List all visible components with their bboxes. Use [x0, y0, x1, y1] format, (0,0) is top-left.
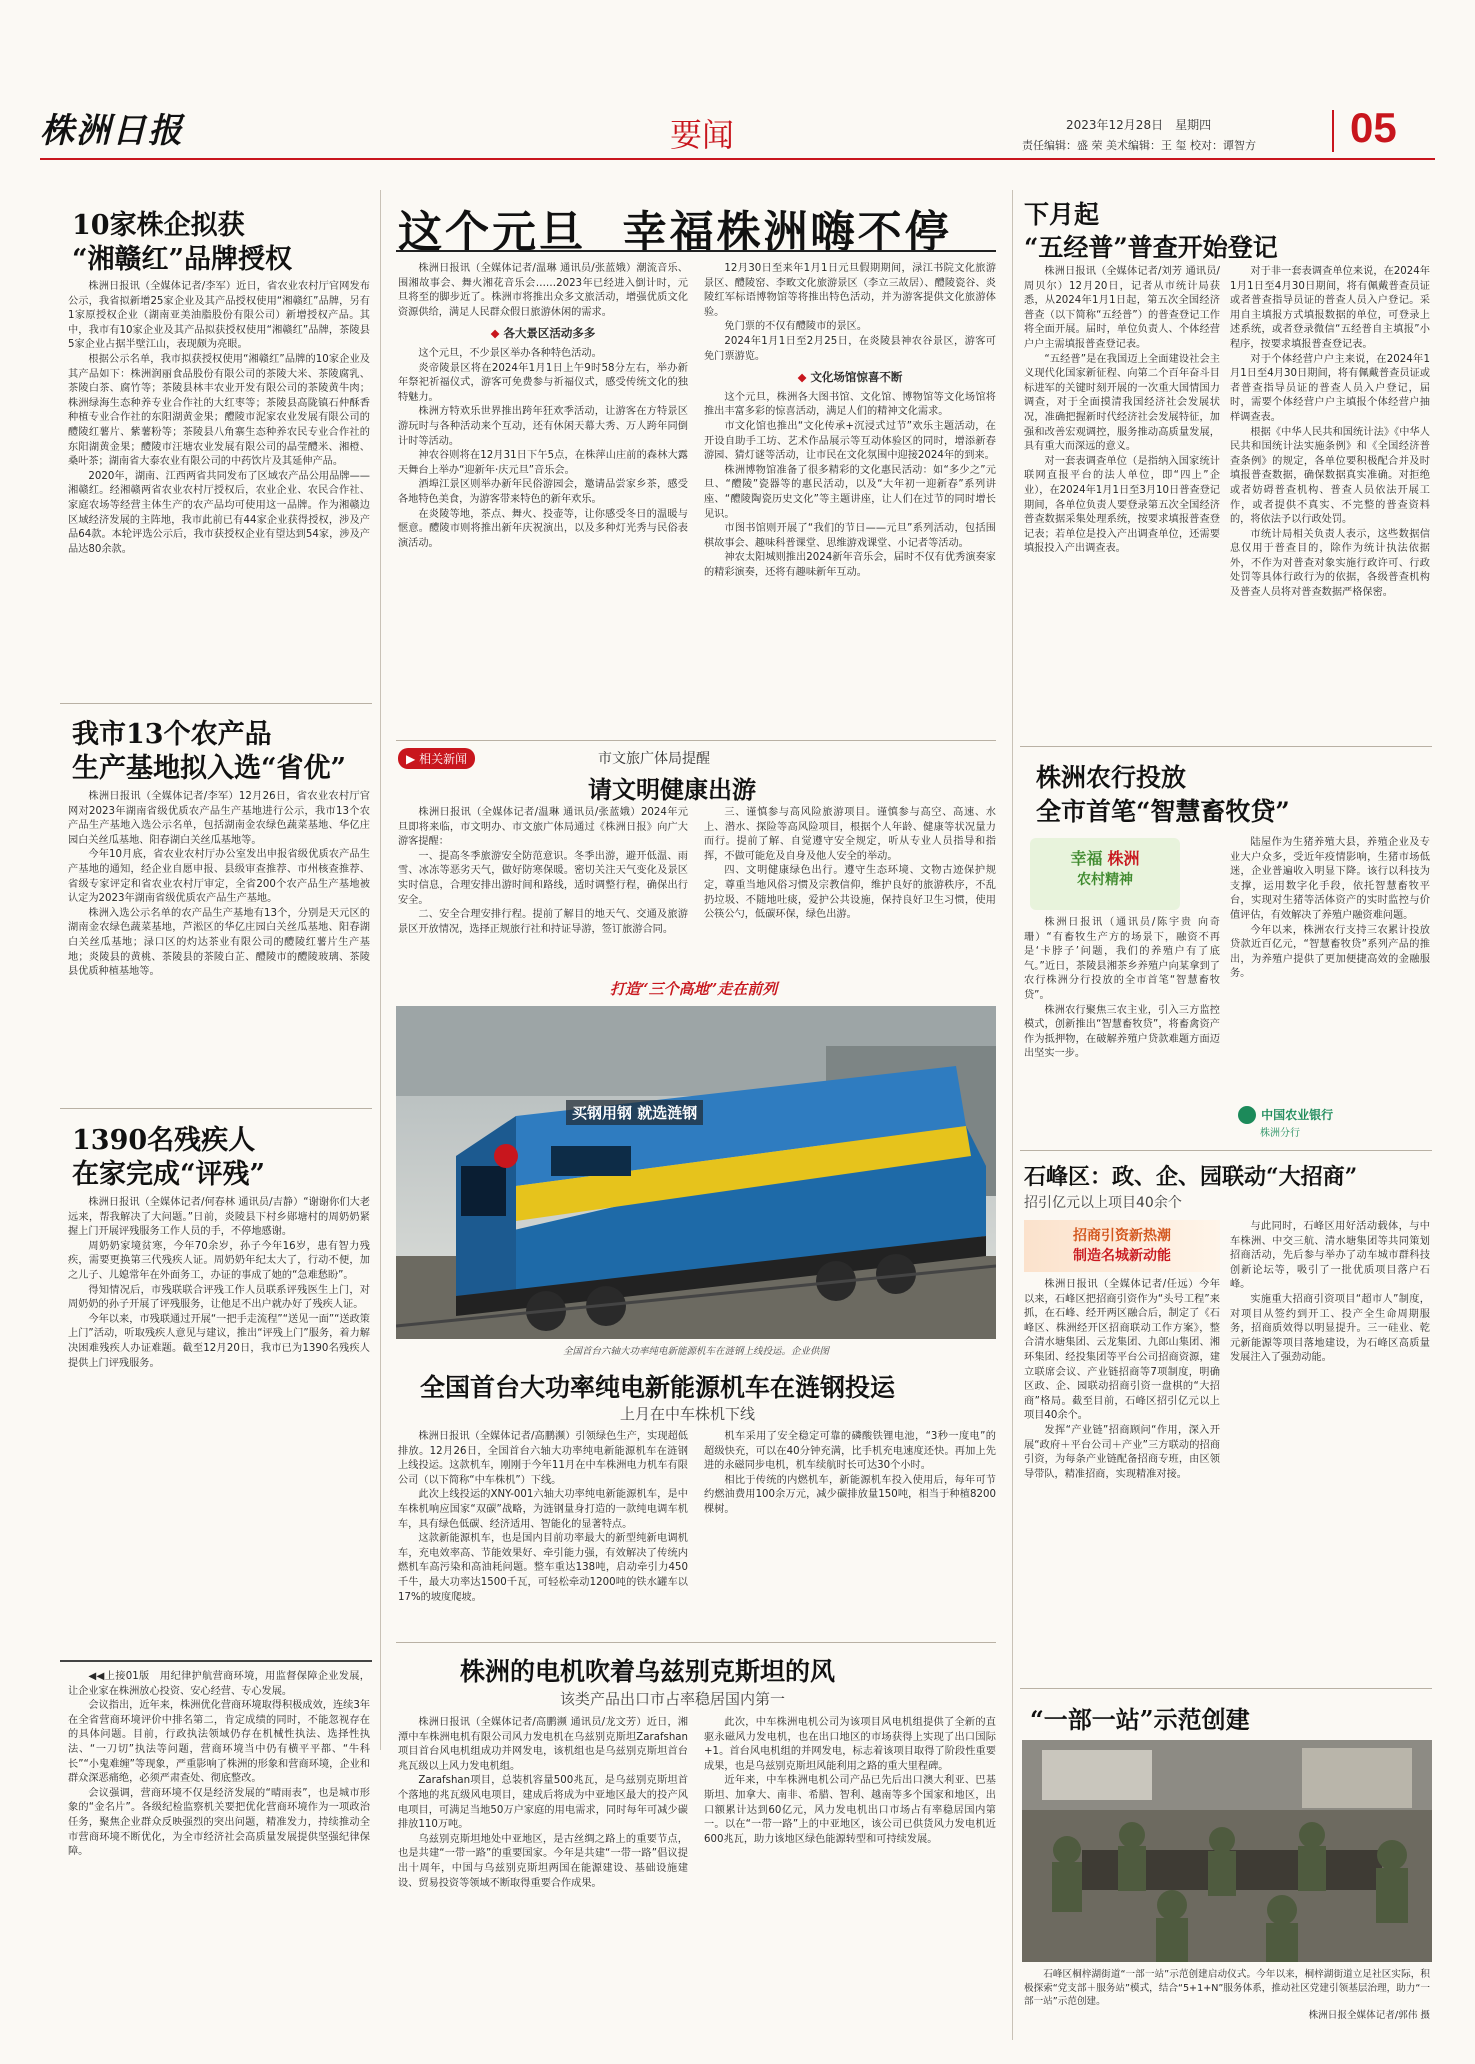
bank-logo-graphic — [1030, 838, 1180, 910]
continued-para: ◀◀上接01版 用纪律护航营商环境，用监督保障企业发展，让企业家在株洲放心投资、安心经营、专心发展。 — [68, 1671, 370, 1697]
train-para: 此次上线投运的XNY-001六轴大功率纯电新能源机车，是中车株机响应国家“双碳”战略，为涟钢量身打造的一款纯电调车机车，具有绿色低碳、经济适用、智能化的显著特点。 — [398, 1489, 688, 1530]
lead-sub1-label: 各大景区活动多多 — [503, 326, 596, 341]
motor-para: 株洲日报讯（全媒体记者/高鹏濒 通讯员/龙文芳）近日，湘潭中车株洲电机有限公司风力发电机在乌兹别克斯坦Zarafshan项目首台风电机组成功并网发电，该机组也是乌兹别克斯坦首台兆瓦级以上风力发电机组。 — [398, 1717, 688, 1772]
train-para: 这款新能源机车，也是国内目前功率最大的新型纯新电调机车，充电效率高、节能效果好、牵引能力强，有效解决了传统内燃机车高污染和高油耗问题。整车重达138吨，启动牵引力450千牛，最大功率达1500千瓦，可轻松牵动1200吨的铁水罐车以17%的坡度爬坡。 — [398, 1533, 688, 1603]
related-news-tag — [398, 748, 475, 769]
train-col2 — [704, 1430, 996, 1518]
locomotive-illustration — [396, 1006, 996, 1339]
divider — [60, 703, 372, 704]
art3-para: 今年以来，市残联通过开展“一把手走流程”“送见一面”“送政策上门”活动，听取残疾人意见与建议，推出“评残上门”服务，着力解决困难残疾人办证难题。截至12月20日，我市已为1390名残疾人提供上门评残服务。 — [68, 1313, 370, 1369]
lead-para: 这个元旦，株洲各大图书馆、文化馆、博物馆等文化场馆将推出丰富多彩的惊喜活动，满足人们的精神文化需求。 — [704, 391, 996, 418]
motor-para: 近年来，中车株洲电机公司产品已先后出口澳大利亚、巴基斯坦、加拿大、南非、希腊、智利、越南等多个国家和地区，出口额累计达到60亿元，风力发电机出口市场占有率稳居国内第一。以在“一带一路”上的中亚地区，该公司已供货风力发电机近600兆瓦，助力该地区绿色能源转型和可持续发展。 — [704, 1775, 996, 1845]
station-headline: “一部一站”示范创建 — [1030, 1705, 1250, 1734]
train-para: 相比于传统的内燃机车，新能源机车投入使用后，每年可节约燃油费用100余万元，减少碳排放量150吨，相当于种植8200棵树。 — [704, 1474, 996, 1515]
shifeng-para: 发挥“产业链”招商顾问“作用，深入开展“政府＋平台公司＋产业”三方联动的招商引资，为每条产业链配备招商专班，由区领导带队，精准招商，实现精准对接。 — [1024, 1424, 1220, 1480]
station-photo — [1022, 1740, 1432, 1962]
art3-para: 周奶奶家境贫寒，今年70余岁，孙子今年16岁，患有智力残疾，需要更换第三代残疾人证。周奶奶年纪太大了，行动不便，加之儿子、儿媳常年在外面务工，办证的事成了她的“急难愁盼”。 — [68, 1240, 370, 1281]
lead-para: 2024年1月1日至2月25日，在炎陵县神农谷景区，游客可免门票游览。 — [704, 335, 996, 362]
bank-logo-text: 农村精神 — [1077, 872, 1133, 888]
divider — [1020, 746, 1432, 747]
column-rule-left — [380, 190, 381, 1750]
lead-para: 酒埠江景区则举办新年民俗游园会，邀请品尝家乡茶，感受各地特色美食，为游客带来特色的新年欢乐。 — [398, 479, 688, 505]
art2-title-line1: 我市13个农产品 — [72, 719, 272, 750]
shifeng-col1 — [1024, 1278, 1220, 1482]
lead-sub2-label: 文化场馆惊喜不断 — [810, 370, 903, 385]
bank-para: 株洲农行聚焦三农主业，引入三方监控模式，创新推出“智慧畜牧贷”，将畜禽资产作为抵押物，在破解养殖户贷款难题方面迈出坚实一步。 — [1024, 1004, 1220, 1060]
art1-title-line2: “湘赣红”品牌授权 — [72, 244, 293, 275]
shifeng-subtitle: 招引亿元以上项目40余个 — [1024, 1195, 1182, 1211]
art1-para: 株洲日报讯（全媒体记者/李军）近日，省农业农村厅官网发布公示，我省拟新增25家企业及其产品授权使用“湘赣红”品牌，另有1家原授权企业（湖南亚美油脂股份有限公司）新增授权产品。其中，我市有10家企业及其产品拟获授权使用“湘赣红”品牌，茶陵县5家企业占据半壁江山，表现颇为亮眼。 — [68, 281, 370, 351]
divider — [60, 1108, 372, 1109]
shifeng-banner-line2: 制造名城新动能 — [1073, 1248, 1171, 1264]
census-title-line2: “五经普”普查开始登记 — [1024, 233, 1278, 262]
bank-title-line2: 全市首笔“智慧畜牧贷” — [1036, 797, 1290, 826]
art2-para: 株洲入选公示名单的农产品生产基地有13个，分别是天元区的湖南金农绿色蔬菜基地，芦淞区的华亿庄园白关丝瓜基地、阳春湖白关丝瓜基地；渌口区的灼达茶业有限公司的醴陵红薯片生产基地；炎陵县的黄桃、茶陵县的茶陵白芷、醴陵市的醴陵玻璃、茶陵县优质种植基地等。 — [68, 907, 370, 978]
motor-col2 — [704, 1716, 996, 1847]
continued-article-body — [68, 1670, 370, 1860]
lead-para: 神农太阳城则推出2024新年音乐会，届时不仅有优秀演奏家的精彩演奏，还将有趣味新年互动。 — [704, 552, 996, 578]
station-byline: 株洲日报全媒体记者/郭伟 摄 — [1308, 2009, 1430, 2021]
art3-title-line1: 1390名残疾人 — [72, 1125, 256, 1156]
guide-para: 二、安全合理安排行程。提前了解目的地天气、交通及旅游景区开放情况，选择正规旅行社和持证导游，签订旅游合同。 — [398, 909, 688, 935]
lead-sub2 — [704, 370, 996, 385]
header-divider — [1332, 110, 1334, 152]
shifeng-banner — [1024, 1220, 1220, 1272]
lead-para: 市图书馆则开展了“我们的节日——元旦”系列活动，包括围棋故事会、趣味科普课堂、思维游戏课堂、小记者等活动。 — [704, 523, 996, 549]
station-caption — [1024, 1968, 1430, 2022]
bank-para: 株洲日报讯（通讯员/陈宇贵 向奇珊）“有畜牧生产方的场景下，融资不再是‘卡脖子’问题，我们的养殖户有了底气。”近日，茶陵县湘茶乡养殖户向某拿到了农行株洲分行投放的全市首笔“智慧畜牧贷”。 — [1024, 917, 1220, 1001]
census-para: 株洲日报讯（全媒体记者/刘芳 通讯员/周贝尔）12月20日，记者从市统计局获悉，从2024年1月1日起，第五次全国经济普查（以下简称“五经普”）的普查登记工作将全面开展。届时，单位负责人、个体经营户户主需填报普查登记表。 — [1024, 266, 1220, 350]
lead-headline-rule — [396, 250, 996, 252]
guide-para: 一、提高冬季旅游安全防范意识。冬季出游，避开低温、雨雪、冰冻等恶劣天气，做好防寒保暖。密切关注天气变化及景区实时信息，合理安排出游时间和路线，适时调整行程，确保出行安全。 — [398, 850, 688, 906]
art3-para: 得知情况后，市残联联合评残工作人员联系评残医生上门，对周奶奶的孙子开展了评残服务，让他足不出户就办好了残疾人证。 — [68, 1284, 370, 1311]
page-number: 05 — [1350, 104, 1397, 151]
bank-branch: 株洲分行 — [1260, 1127, 1300, 1139]
motor-para: Zarafshan项目，总装机容量500兆瓦，是乌兹别克斯坦首个落地的兆瓦级风电项目，建成后将成为中亚地区最大的投产风电项目，可满足当地50万户家庭的用电需求，同时每年可减少碳排放110万吨。 — [398, 1775, 688, 1831]
lead-para: 在炎陵等地，茶点、舞火、投壶等，让你感受冬日的温暖与惬意。醴陵市则将推出新年庆祝演出，以及多种灯光秀与民俗表演活动。 — [398, 508, 688, 549]
bank-logo-text: 幸福 — [1070, 849, 1103, 868]
bank-col1 — [1024, 916, 1220, 1062]
art2-body — [68, 790, 370, 980]
guide-para: 四、文明健康绿色出行。遵守生态环境、文物古迹保护规定，尊重当地风俗习惯及宗教信仰，维护良好的旅游秩序，不乱扔垃圾、不随地吐痰，爱护公共设施，保持良好卫生习惯，使用公筷公勺，低碳环保，绿色出游。 — [704, 865, 996, 921]
lead-para: 12月30日至来年1月1日元旦假期期间，渌江书院文化旅游景区、醴陵窑、李畋文化旅游景区（李立三故居）、醴陵瓷谷、炎陵红军标语博物馆等将推出特色活动，并为游客提供文化旅游体验。 — [704, 263, 996, 318]
census-para: “五经普”是在我国迈上全面建设社会主义现代化国家新征程、向第二个百年奋斗目标进军的关键时刻开展的一次重大国情国力调查，对于全面摸清我国经济社会发展状况，准确把握新时代经济社会发展特征，加强和改善宏观调控，服务推动高质量发展，具有重大而深远的意义。 — [1024, 353, 1220, 453]
train-para: 机车采用了安全稳定可靠的磷酸铁锂电池，“3秒一度电”的超级快充，可以在40分钟充满，比手机充电速度还快。再加上先进的永磁同步电机，机车续航时长可达30个小时。 — [704, 1431, 996, 1472]
lead-para: 株洲方特欢乐世界推出跨年狂欢季活动，让游客在方特景区游玩时与各种活动来个互动，还有休闲天幕大秀、万人跨年同倒计时等活动。 — [398, 406, 688, 447]
divider — [60, 1660, 372, 1662]
art3-body — [68, 1196, 370, 1371]
shifeng-para: 与此同时，石峰区用好活动载体，与中车株洲、中交三航、清水塘集团等共同策划招商活动，先后参与举办了动车城市群科技创新论坛等，吸引了一批优质项目落户石峰。 — [1230, 1221, 1430, 1291]
art1-body — [68, 280, 370, 557]
guide-headline: 请文明健康出游 — [588, 775, 756, 804]
motor-subtitle: 该类产品出口市占率稳居国内第一 — [560, 1690, 786, 1708]
motor-headline: 株洲的电机吹着乌兹别克斯坦的风 — [460, 1657, 836, 1686]
train-photo — [396, 1006, 996, 1339]
art2-para: 今年10月底，省农业农村厅办公室发出申报省级优质农产品生产基地的通知，经企业自愿申报、县级审查推荐、市州核查推荐、省级专家评定和省农业农村厅审定，全省200个农产品生产基地被认定为2023年湖南省级优质农产品生产基地。 — [68, 849, 370, 905]
motor-col1 — [398, 1716, 688, 1891]
census-title-line1: 下月起 — [1024, 200, 1100, 229]
art2-para: 株洲日报讯（全媒体记者/李军）12月26日，省农业农村厅官网对2023年湖南省级优质农产品生产基地进行公示，我市13个农产品生产基地入选公示名单，包括湖南金农绿色蔬菜基地、华亿庄园白关丝瓜基地、阳春湖白关丝瓜基地等。 — [68, 791, 370, 846]
tag-icon: ▶ — [406, 752, 416, 766]
shifeng-para: 株洲日报讯（全媒体记者/任远）今年以来，石峰区把招商引资作为“头号工程”来抓，在石峰、经开两区融合后，制定了《石峰区、株洲经开区招商联动工作方案》，整合清水塘集团、云龙集团、九郎山集团、湘环集团、经投集团等平台公司招商资源，建立联席会议、产业链招商等7项制度，明确区政、企、园联动招商引资一盘棋的“大招商”格局。截至目前，石峰区招引亿元以上项目40余个。 — [1024, 1279, 1220, 1422]
masthead-rule — [40, 158, 1435, 160]
diamond-icon: ◆ — [490, 326, 500, 341]
art1-para: 2020年，湖南、江西两省共同发布了区域农产品公用品牌——湘赣红。经湘赣两省农业农村厅授权后，农业企业、农民合作社、家庭农场等经营主体生产的农产品均可使用这一品牌。作为湘赣边区域经济发展的主阵地，我市此前已有44家企业获得授权，涉及产品64款。本轮评选公示后，我市获授权企业有望达到54家，涉及产品达80余款。 — [68, 470, 370, 555]
continued-para: 会议强调，营商环境不仅是经济发展的“晴雨表”，也是城市形象的“金名片”。各级纪检监察机关要把优化营商环境作为一项政治任务，聚焦企业群众反映强烈的突出问题，精准发力，持续推动全市营商环境不断优化，为全市经济社会高质量发展提供坚强纪律保障。 — [68, 1787, 370, 1858]
bank-para: 陆屋作为生猪养殖大县，养殖企业及专业大户众多，受近年疫情影响，生猪市场低迷，企业普遍收入明显下降。该行以科技为支撑，运用数字化手段，依托智慧畜牧平台，实现对生猪等活体资产的实时监控与价值评估，有效解决了养殖户融资难问题。 — [1230, 837, 1430, 921]
lead-intro: 株洲日报讯（全媒体记者/温琳 通讯员/张蓝娥）潮流音乐、围湘故事会、舞火湘花音乐会……2023年已经进入倒计时，元旦将至的脚步近了。株洲市将推出众多文旅活动，增强优质文化资源供给，满足人民群众假日旅游休闲的需求。 — [398, 263, 688, 318]
meeting-room-illustration — [1022, 1740, 1432, 1962]
continued-para: 会议指出，近年来，株洲优化营商环境取得积极成效，连续3年在全省营商环境评价中排名第二，肯定成绩的同时，不能忽视存在的具体问题。目前，行政执法领域仍存在机械性执法、选择性执法、“一刀切”执法等问题，营商环境当中仍有横平平都、“牛科长”“小鬼难缠”等现象，严重影响了株洲的形象和营商环境，企业和群众深恶痛绝，必须严肃查处、彻底整改。 — [68, 1700, 370, 1785]
photo-sign: 买钢用钢 就选涟钢 — [566, 1100, 703, 1125]
lead-col1 — [398, 262, 688, 551]
art3-title-line2: 在家完成“评残” — [72, 1159, 266, 1190]
divider — [396, 1642, 996, 1643]
column-rule-right — [1012, 190, 1013, 2040]
lead-para: 免门票的不仅有醴陵市的景区。 — [724, 321, 868, 333]
lead-col2 — [704, 262, 996, 580]
header-date: 2023年12月28日 星期四 — [1066, 118, 1212, 132]
guide-col2 — [704, 806, 996, 923]
train-col1 — [398, 1430, 688, 1605]
census-para: 根据《中华人民共和国统计法》《中华人民共和国统计法实施条例》和《全国经济普查条例》的规定，各单位要积极配合并及时填报普查数据，确保数据真实准确。对拒绝或者妨碍普查机构、普查人员依法开展工作，或者提供不真实、不完整的普查资料的，将依法予以行政处罚。 — [1230, 426, 1430, 526]
shifeng-para: 实施重大招商引资项目“超市人”制度，对项目从签约到开工、投产全生命周期服务，招商质效得以明显提升。三一硅业、乾元新能源等项目落地建设，为石峰区高质量发展注入了强劲动能。 — [1230, 1293, 1430, 1364]
bank-para: 今年以来，株洲农行支持三农累计投放贷款近百亿元，“智慧畜牧贷”系列产品的推出，为养殖户提供了更加便捷高效的金融服务。 — [1230, 924, 1430, 980]
header-editors: 责任编辑：盛 荣 美术编辑：王 玺 校对：谭智方 — [1022, 139, 1256, 152]
train-para: 株洲日报讯（全媒体记者/高鹏濒）引领绿色生产，实现超低排放。12月26日，全国首台六轴大功率纯电新能源机车在涟钢上线投运。这款机车，刚刚于今年11月在中车株洲电力机车有限公司（以下简称“中车株机”）下线。 — [398, 1431, 688, 1486]
abc-bank-icon — [1238, 1106, 1256, 1124]
lead-para: 株洲博物馆准备了很多精彩的文化惠民活动：如“多少之”元旦、“醴陵”瓷器等的惠民活动，以及“大年初一迎新春”系列讲座、“醴陵陶瓷历史文化”等主题讲座，让人们在过节的同时增长见识。 — [704, 464, 996, 520]
census-para: 对于个体经营户户主来说，在2024年1月1日至4月30日期间，将有佩戴普查员证或者普查指导员证的普查人员入户登记，届时，需要个体经营户户主填报个体经营户抽样调查表。 — [1230, 353, 1430, 423]
lead-para: 炎帝陵景区将在2024年1月1日上午9时58分左右，举办新年祭祀祈福仪式，游客可免费参与祈福仪式，感受传统文化的独特魅力。 — [398, 362, 688, 403]
bank-logo — [1238, 1104, 1333, 1139]
shifeng-col2 — [1230, 1220, 1430, 1366]
motor-para: 乌兹别克斯坦地处中亚地区，是古丝绸之路上的重要节点，也是共建“一带一路”的重要国家。今年是共建“一带一路”倡议提出十周年，中国与乌兹别克斯坦两国在能源建设、基础设施建设、贸易投资等领域不断取得重要合作成果。 — [398, 1833, 688, 1889]
lead-para: 这个元旦，不少景区举办各种特色活动。 — [418, 347, 602, 359]
motor-para: 此次，中车株洲电机公司为该项目风电机组提供了全新的直驱永磁风力发电机，也在出口地区的市场获得上实现了出口国际+1。首台风电机组的并网发电，标志着该项目取得了阶段性重要成果，也是乌兹别克斯坦风能利用之路的重大里程碑。 — [704, 1717, 996, 1772]
divider — [396, 740, 996, 741]
lead-headline: 这个元旦 幸福株洲嗨不停 — [398, 207, 952, 258]
lead-para: 市文化馆也推出“文化传承+沉浸式过节”欢乐主题活动，在开设自助手工坊、艺术作品展示等互动体验区的同时，增添新春游园、猜灯谜等活动，让市民在文化氛围中迎接2024年的到来。 — [704, 420, 996, 462]
art3-para: 株洲日报讯（全媒体记者/何春林 通讯员/吉静）“谢谢你们大老远来，帮我解决了大问题。”日前，炎陵县下村乡郧塘村的周奶奶紧握上门开展评残服务工作人员的手，不停地感谢。 — [68, 1197, 370, 1238]
census-para: 对于非一套表调查单位来说，在2024年1月1日至4月30日期间，将有佩戴普查员证或者普查指导员证的普查人员入户登记。采用自主填报方式填报数据的单位，可登录上述系统，或者登录微信“五经普自主填报”小程序，按要求填报普查登记表。 — [1230, 266, 1430, 350]
guide-kicker: 市文旅广体局提醒 — [598, 751, 710, 767]
train-photo-caption: 全国首台六轴大功率纯电新能源机车在涟钢上线投运。企业供图 — [562, 1346, 829, 1357]
diamond-icon: ◆ — [797, 370, 807, 385]
section-title: 要闻 — [670, 116, 735, 154]
bank-logo-text: 株洲 — [1107, 849, 1140, 868]
divider — [1020, 1688, 1432, 1689]
census-para: 市统计局相关负责人表示，这些数据信息仅用于普查目的，除作为统计执法依据外，不作为对普查对象实施行政许可、行政处罚等具体行政行为的依据，各级普查机构及普查人员将对普查数据严格保密。 — [1230, 528, 1430, 599]
theme-banner: 打造“三个高地”走在前列 — [610, 980, 778, 998]
bank-name: 中国农业银行 — [1261, 1108, 1334, 1122]
divider — [1020, 1150, 1432, 1151]
related-news-label: 相关新闻 — [419, 752, 468, 766]
train-headline: 全国首台大功率纯电新能源机车在涟钢投运 — [420, 1373, 896, 1402]
guide-col1 — [398, 806, 688, 937]
station-caption-para: 石峰区桐梓湖街道“一部一站”示范创建启动仪式。今年以来，桐梓湖街道立足社区实际，积极探索“党支部＋服务站”模式，结合“5+1+N”服务体系，推动社区党建引领基层治理，助力“一部一站”示范创建。 — [1024, 1969, 1430, 2007]
lead-para: 神农谷则将在12月31日下午5点，在株萍山庄前的森林大露天舞台上举办“迎新年·庆元旦”音乐会。 — [398, 450, 688, 476]
train-subtitle: 上月在中车株机下线 — [620, 1405, 756, 1423]
guide-para: 三、谨慎参与高风险旅游项目。谨慎参与高空、高速、水上、潜水、探险等高风险项目，根据个人年龄、健康等状况量力而行。提前了解、自觉遵守安全规定，听从专业人员指导和指挥，不做可能危及自身及他人安全的举动。 — [704, 807, 996, 862]
lead-sub1 — [398, 326, 688, 341]
paper-logo: 株洲日报 — [40, 111, 184, 151]
art1-title-line1: 10家株企拟获 — [72, 210, 245, 241]
art1-para: 根据公示名单，我市拟获授权使用“湘赣红”品牌的10家企业及其产品如下：株洲润丽食品股份有限公司的茶陵大米、茶陵腐乳、茶陵白茶、腐竹等；茶陵县林丰农业开发有限公司的茶陵黄牛肉；株洲绿海生态种养专业合作社的大红枣等；茶陵县高陇镇石仲酥香种植专业合作社的东阳湖黄金果；醴陵市泥家农业发展有限公司的醴陵红薯片、紫薯粉等；茶陵县八角寨生态种养农民专业合作社的东阳湖黄金果；醴陵市汪塘农业发展有限公司的晶莹醴米、湘橙、桑叶茶；湖南省大泰农业有限公司的中药饮片及其延伸产品。 — [68, 353, 370, 468]
bank-col2 — [1230, 836, 1430, 982]
bank-title-line1: 株洲农行投放 — [1036, 763, 1187, 792]
guide-para: 株洲日报讯（全媒体记者/温琳 通讯员/张蓝娥）2024年元旦即将来临，市文明办、市文旅广体局通过《株洲日报》向广大游客提醒： — [398, 807, 688, 848]
census-para: 对一套表调查单位（是指纳入国家统计联网直报平台的法人单位，即“四上”企业），在2024年1月1日至3月10日普查登记期间，各单位负责人要登录第五次全国经济普查数据采集处理系统，按要求填报普查登记表；若单位是投入产出调查单位，还需要填报投入产出调查表。 — [1024, 455, 1220, 555]
art2-title-line2: 生产基地拟入选“省优” — [72, 753, 347, 784]
census-col1 — [1024, 265, 1220, 557]
census-col2 — [1230, 265, 1430, 601]
shifeng-banner-line1: 招商引资新热潮 — [1073, 1228, 1171, 1244]
shifeng-headline: 石峰区：政、企、园联动“大招商” — [1024, 1164, 1358, 1190]
